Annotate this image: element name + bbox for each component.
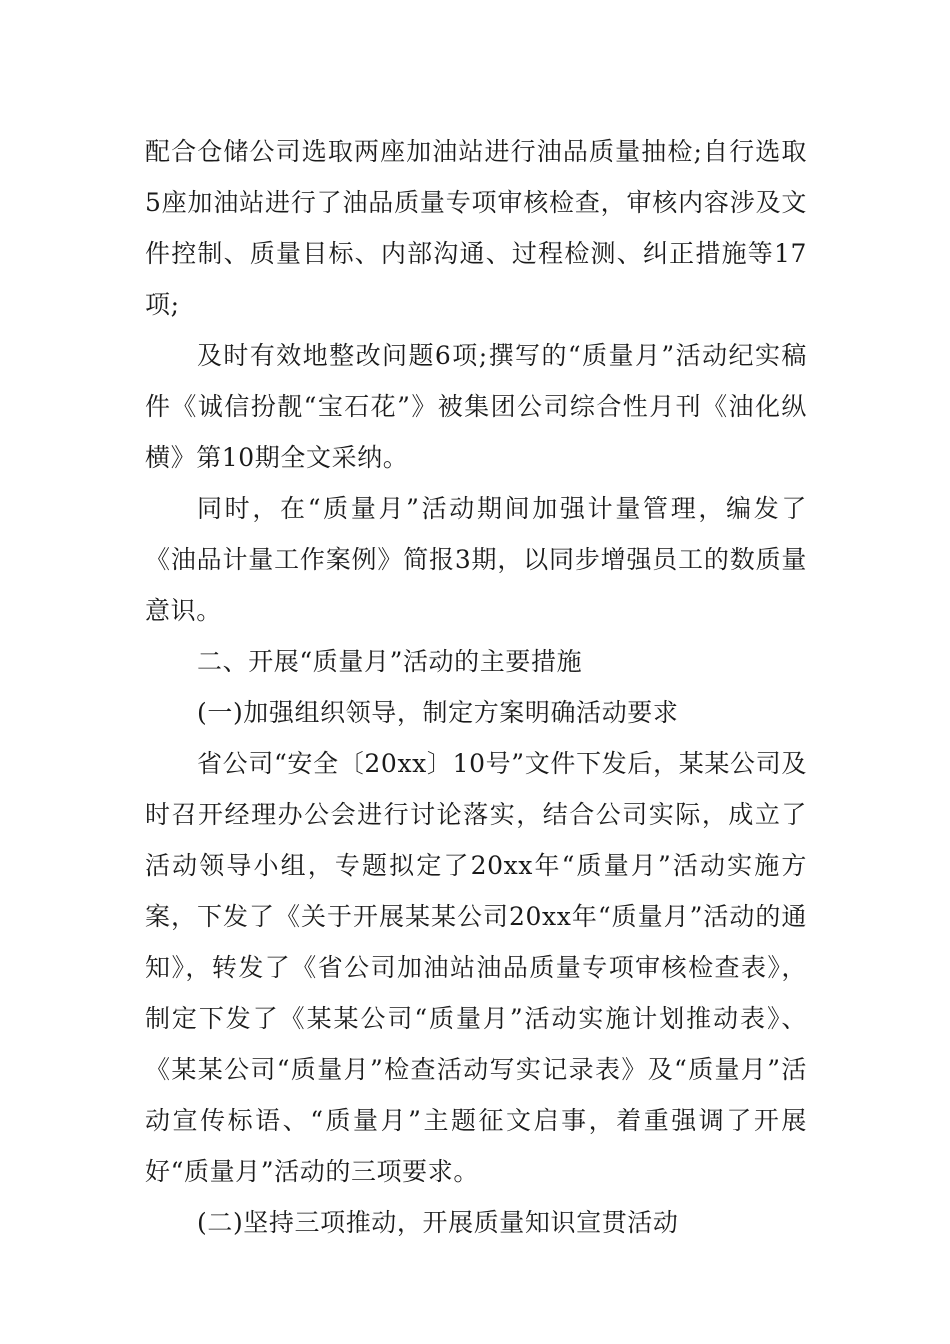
paragraph-metering-management: 同时，在“质量月”活动期间加强计量管理，编发了《油品计量工作案例》简报3期，以同步增强员工的数质量意识。 [145, 494, 807, 625]
paragraph-rectification: 及时有效地整改问题6项;撰写的“质量月”活动纪实稿件《诚信扮靓“宝石花”》被集团公司综合性月刊《油化纵横》第10期全文采纳。 [145, 341, 807, 472]
subsection-heading-knowledge-promotion: (二)坚持三项推动，开展质量知识宣贯活动 [197, 1208, 679, 1237]
paragraph-sampling-review: 配合仓储公司选取两座加油站进行油品质量抽检;自行选取5座加油站进行了油品质量专项审核检查，审核内容涉及文件控制、质量目标、内部沟通、过程检测、纠正措施等17项; [145, 137, 807, 319]
subsection-heading-organization: (一)加强组织领导，制定方案明确活动要求 [197, 698, 679, 727]
paragraph-organization-details: 省公司“安全〔20xx〕10号”文件下发后，某某公司及时召开经理办公会进行讨论落实，结合公司实际，成立了活动领导小组，专题拟定了20xx年“质量月”活动实施方案，下发了《关于开展某某公司20xx年“质量月”活动的通知》，转发了《省公司加油站油品质量专项审核检查表》，制定下发了《某某公司“质量月”活动实施计划推动表》、《某某公司“质量月”检查活动写实记录表》及“质量月”活动宣传标语、“质量月”主题征文启事，着重强调了开展好“质量月”活动的三项要求。 [145, 749, 807, 1186]
document-body [145, 126, 807, 1248]
section-heading-main-measures: 二、开展“质量月”活动的主要措施 [197, 647, 583, 676]
